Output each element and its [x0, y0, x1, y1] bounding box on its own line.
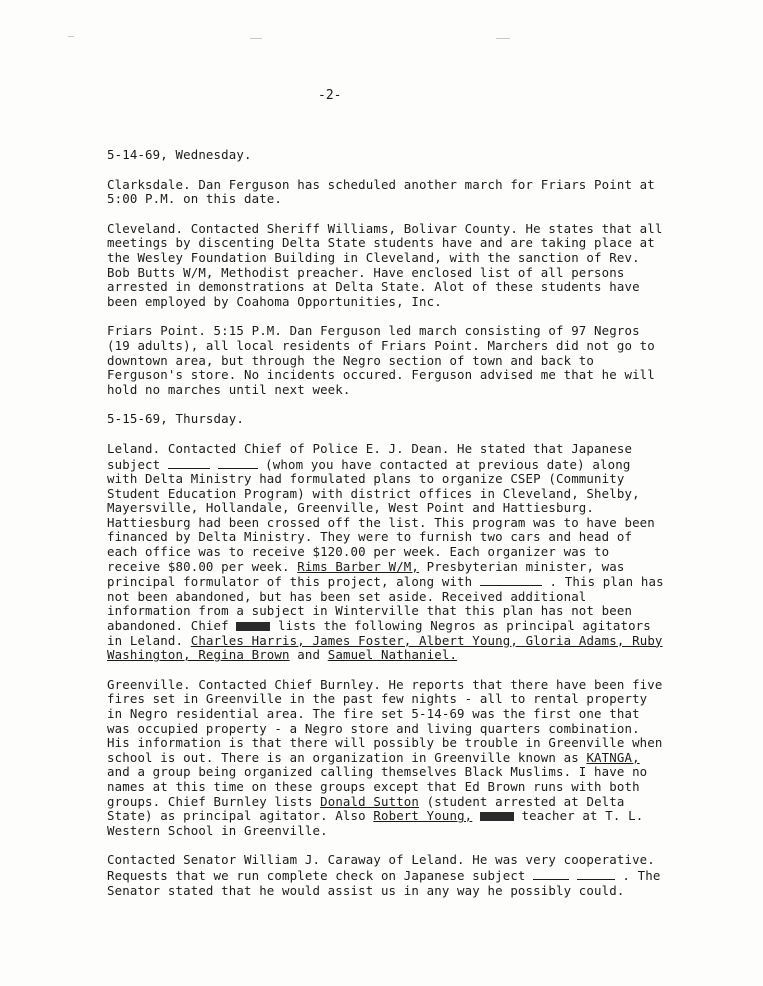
leland-text: (whom you have contacted at previous date) along with Delta Ministry had formulated plans to organize CSEP (Community Student Education Program) with district offices in Cleveland, Shelby, Mayersville, Hollandale, Greenville, West Point and Hattiesburg. Hattiesburg had been crossed off the list. This program was to have been financed by Delta Ministry. They were to furnish two cars and head of each office was to receive $120.00 per week. Each organizer was to receive $80.00 per week.	[107, 456, 655, 574]
scan-mark	[68, 36, 74, 37]
greenville-text: and a group being organized calling themselves Black Muslims. I have no names at this time on these groups except that Ed Brown runs with both groups. Chief Burnley lists	[107, 764, 648, 809]
name-blank	[480, 574, 542, 586]
senator-text: Contacted Senator William J. Caraway of Leland. He was very cooperative. Requests that we run complete check on Japanese subject	[107, 852, 655, 883]
underlined-org: KATNGA,	[586, 749, 640, 765]
underlined-name: Robert Young,	[373, 808, 473, 824]
name-blank	[218, 457, 258, 469]
greenville-text: teacher at T. L. Western School in Greenville.	[107, 808, 644, 838]
underlined-name: Donald Sutton	[320, 793, 420, 809]
underlined-name: Samuel Nathaniel.	[327, 647, 458, 663]
leland-text: Leland. Contacted Chief of Police E. J. Dean. He stated that Japanese subject	[107, 440, 633, 472]
entry-date: 5-15-69, Thursday.	[107, 411, 244, 427]
leland-text: Presbyterian minister, was principal formulator of this project, along with	[107, 558, 625, 590]
page-number: -2-	[318, 88, 342, 103]
name-blank	[168, 457, 210, 469]
scan-mark	[250, 38, 262, 39]
leland-paragraph	[107, 442, 667, 663]
clarksdale-paragraph: Clarksdale. Dan Ferguson has scheduled another march for Friars Point at 5:00 P.M. on this date.	[107, 176, 655, 207]
cleveland-paragraph: Cleveland. Contacted Sheriff Williams, Bolivar County. He states that all meetings by discenting Delta State students have and are taking place at the Wesley Foundation Building in Cleveland, with the sanction of Rev. Bob Butts W/M, Methodist preacher. Have enclosed list of all persons arrested in demonstrations at Delta State. Alot of these students have been employed by Coahoma Opportunities, Inc.	[107, 220, 663, 309]
entry-date: 5-14-69, Wednesday.	[107, 147, 252, 162]
redaction-mark	[236, 622, 270, 631]
scan-mark	[496, 38, 510, 39]
senator-paragraph	[107, 853, 667, 898]
underlined-name: Rims Barber W/M,	[297, 558, 420, 574]
greenville-text: Greenville. Contacted Chief Burnley. He reports that there have been five fires set in Greenville in the past few nights - all to rental property in Negro residential area. The fire set 5-14-69 was the first one that was occupied property - a Negro store and living quarters combination. His information is that there will possibly be trouble in Greenville when school is out. There is an organization in Greenville known as	[107, 676, 663, 765]
leland-text: and	[297, 647, 321, 663]
underlined-name-list: Charles Harris, James Foster, Albert Young, Gloria Adams, Ruby Washington, Regina Brown	[107, 632, 663, 663]
report-body	[107, 148, 667, 913]
friars-point-paragraph: Friars Point. 5:15 P.M. Dan Ferguson led march consisting of 97 Negros (19 adults), all local residents of Friars Point. Marchers did not go to downtown area, but through the Negro section of town and back to Ferguson's store. No incidents occured. Ferguson advised me that he will hold no marches until next week.	[107, 323, 655, 397]
redaction-mark	[480, 812, 514, 821]
name-blank	[577, 868, 615, 880]
greenville-text: (student arrested at Delta State) as principal agitator. Also	[107, 793, 625, 824]
leland-text: lists the following Negros as principal agitators in Leland.	[107, 618, 651, 648]
leland-text: . This plan has not been abandoned, but has been set aside. Received additional information from a subject in Winterville that this plan has not been abandoned. Chief	[107, 574, 664, 634]
greenville-paragraph	[107, 678, 667, 839]
senator-text: . The Senator stated that he would assist us in any way he possibly could.	[107, 867, 661, 898]
name-blank	[533, 868, 569, 880]
